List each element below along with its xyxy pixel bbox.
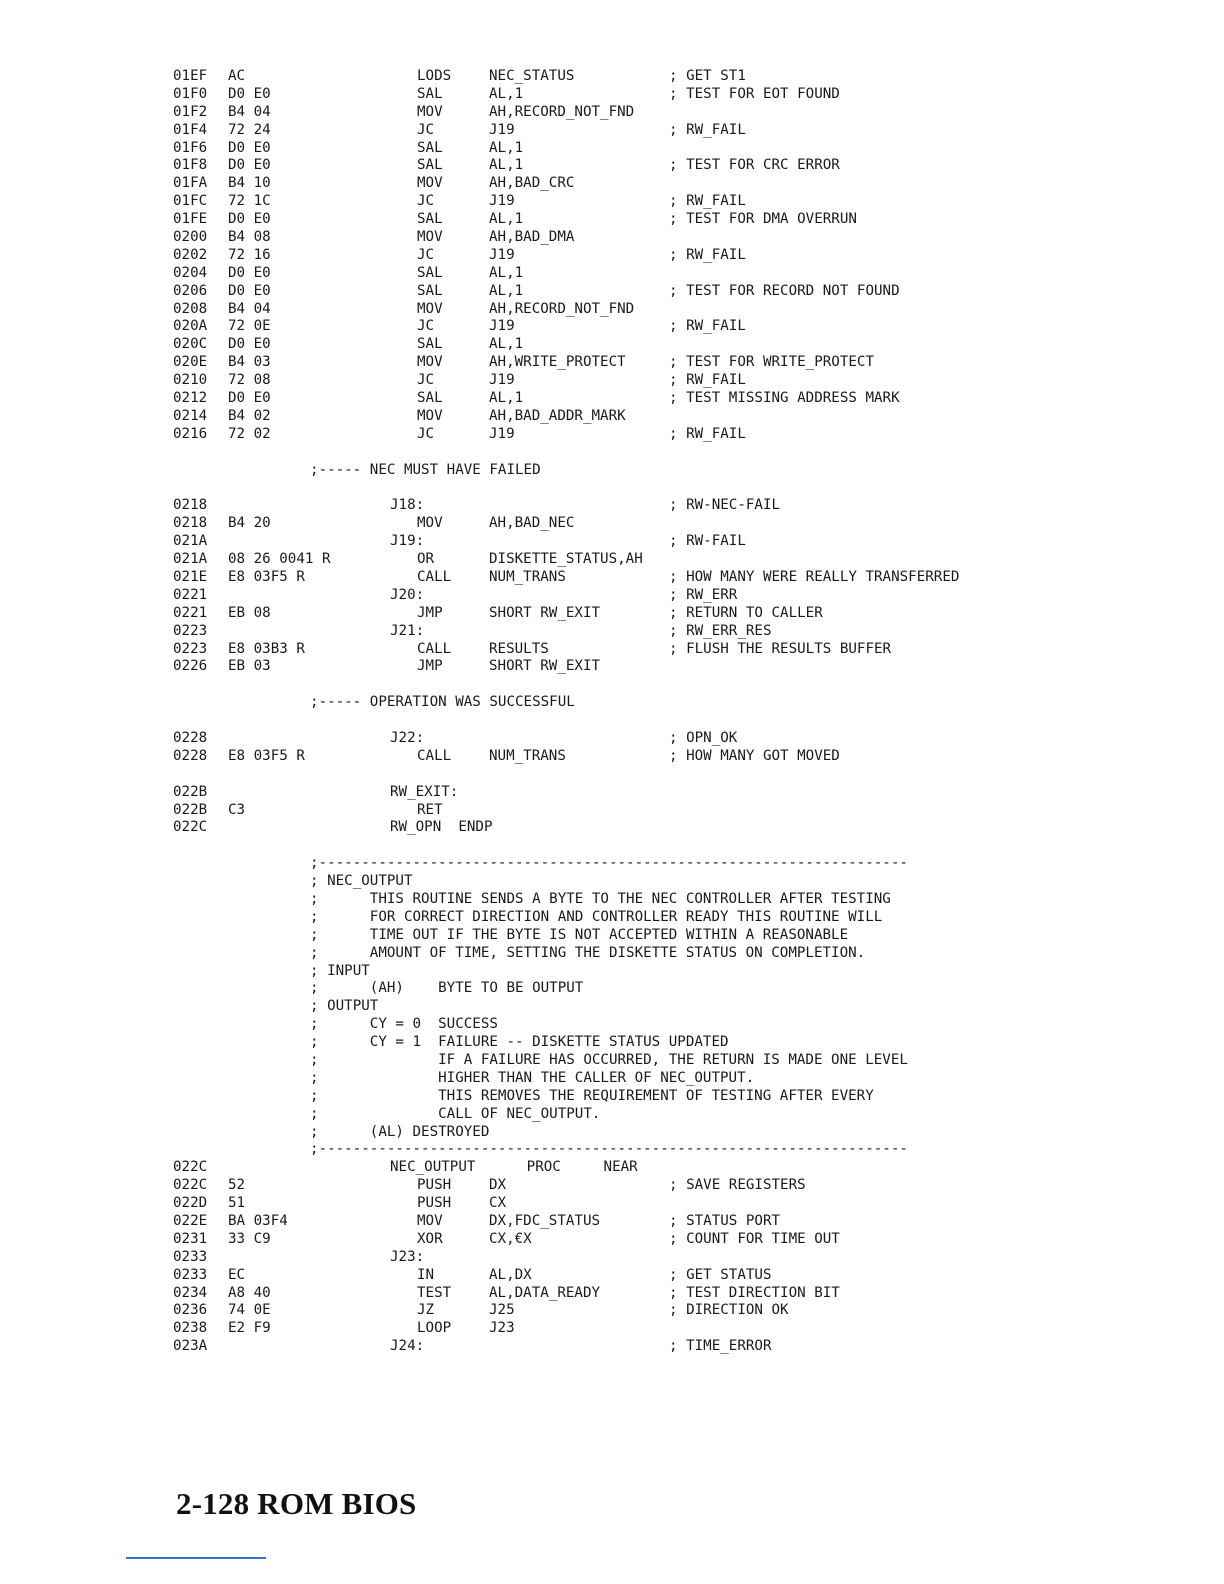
- line-address: 022C: [173, 819, 208, 836]
- line-opcode: MOV: [417, 103, 443, 120]
- line-opcode: IN: [417, 1266, 435, 1283]
- line-opcode: LOOP: [417, 1320, 452, 1337]
- listing-line: [0, 1267, 1224, 1285]
- line-object-code: EB 03: [228, 658, 271, 675]
- listing-line: [0, 909, 1224, 927]
- line-object-code: AC: [228, 68, 246, 84]
- line-operand: CX: [489, 1195, 507, 1212]
- line-address: 022C: [173, 1177, 208, 1194]
- listing-line: [0, 623, 1224, 641]
- line-comment: ; RW-FAIL: [669, 533, 746, 550]
- block-comment: ; CALL OF NEC_OUTPUT.: [310, 1105, 601, 1122]
- block-comment: ;----- NEC MUST HAVE FAILED: [310, 461, 541, 478]
- line-operand: AL,DX: [489, 1266, 532, 1283]
- line-operand: AL,1: [489, 211, 524, 228]
- line-comment: ; RW_FAIL: [669, 121, 746, 138]
- line-comment: ; RW_ERR: [669, 586, 738, 603]
- line-operand: AL,1: [489, 85, 524, 102]
- listing-line: [0, 1249, 1224, 1267]
- listing-line: [0, 730, 1224, 748]
- line-operand: AL,DATA_READY: [489, 1284, 601, 1301]
- line-object-code: E8 03B3 R: [228, 640, 305, 657]
- line-comment: ; RW_FAIL: [669, 246, 746, 263]
- line-opcode: SAL: [417, 211, 443, 228]
- line-address: 020E: [173, 354, 208, 371]
- line-object-code: D0 E0: [228, 336, 271, 353]
- listing-line: [0, 605, 1224, 623]
- line-address: 022B: [173, 783, 208, 800]
- line-address: 0223: [173, 622, 208, 639]
- listing-line: [0, 336, 1224, 354]
- listing-line: [0, 1070, 1224, 1088]
- listing-line: [0, 927, 1224, 945]
- line-operand: AL,1: [489, 157, 524, 174]
- line-address: 021A: [173, 533, 208, 550]
- line-comment: ; GET ST1: [669, 68, 746, 84]
- listing-line: [0, 1302, 1224, 1320]
- line-address: 0221: [173, 604, 208, 621]
- listing-line: [0, 569, 1224, 587]
- blank-line: [0, 837, 1224, 855]
- line-operand: J23: [489, 1320, 515, 1337]
- listing-line: [0, 784, 1224, 802]
- listing-line: [0, 372, 1224, 390]
- line-object-code: D0 E0: [228, 282, 271, 299]
- line-object-code: 74 0E: [228, 1302, 271, 1319]
- line-opcode: MOV: [417, 515, 443, 532]
- line-object-code: 33 C9: [228, 1230, 271, 1247]
- line-address: 0228: [173, 747, 208, 764]
- line-object-code: EC: [228, 1266, 246, 1283]
- listing-line: [0, 658, 1224, 676]
- line-address: 0236: [173, 1302, 208, 1319]
- line-label: J24:: [390, 1338, 425, 1355]
- listing-line: [0, 748, 1224, 766]
- listing-line: [0, 157, 1224, 175]
- line-opcode: TEST: [417, 1284, 452, 1301]
- listing-line: [0, 283, 1224, 301]
- line-address: 0216: [173, 425, 208, 442]
- line-address: 0218: [173, 515, 208, 532]
- line-address: 022C: [173, 1159, 208, 1176]
- line-object-code: B4 08: [228, 229, 271, 246]
- listing-line: [0, 1106, 1224, 1124]
- line-operand: AL,1: [489, 336, 524, 353]
- block-comment: ; IF A FAILURE HAS OCCURRED, THE RETURN IS MADE ONE LEVEL: [310, 1051, 908, 1068]
- blank-line: [0, 712, 1224, 730]
- listing-line: [0, 390, 1224, 408]
- line-object-code: 72 1C: [228, 193, 271, 210]
- block-comment: ; AMOUNT OF TIME, SETTING THE DISKETTE STATUS ON COMPLETION.: [310, 944, 866, 961]
- line-operand: J19: [489, 121, 515, 138]
- listing-line: [0, 1320, 1224, 1338]
- line-opcode: SAL: [417, 390, 443, 407]
- block-comment: ; (AL) DESTROYED: [310, 1123, 490, 1140]
- line-address: 0238: [173, 1320, 208, 1337]
- listing-line: [0, 104, 1224, 122]
- line-address: 01FA: [173, 175, 208, 192]
- line-opcode: XOR: [417, 1230, 443, 1247]
- line-address: 022E: [173, 1213, 208, 1229]
- line-operand: NEC_STATUS: [489, 68, 575, 84]
- listing-line: [0, 408, 1224, 426]
- line-comment: ; TEST MISSING ADDRESS MARK: [669, 390, 900, 407]
- line-operand: J19: [489, 318, 515, 335]
- listing-line: [0, 354, 1224, 372]
- blank-line: [0, 766, 1224, 784]
- listing-line: [0, 515, 1224, 533]
- block-comment: ;---------------------------------------------------------------------: [310, 1141, 908, 1158]
- listing-line: [0, 175, 1224, 193]
- line-object-code: B4 04: [228, 103, 271, 120]
- line-address: 020C: [173, 336, 208, 353]
- line-label: RW_EXIT:: [390, 783, 459, 800]
- line-comment: ; TEST FOR DMA OVERRUN: [669, 211, 857, 228]
- listing-line: [0, 1052, 1224, 1070]
- line-opcode: CALL: [417, 640, 452, 657]
- line-operand: NUM_TRANS: [489, 568, 566, 585]
- line-operand: DISKETTE_STATUS,AH: [489, 551, 643, 568]
- line-comment: ; TEST FOR CRC ERROR: [669, 157, 840, 174]
- line-opcode: CALL: [417, 568, 452, 585]
- listing-line: [0, 641, 1224, 659]
- line-address: 0200: [173, 229, 208, 246]
- line-opcode: JC: [417, 425, 435, 442]
- line-opcode: MOV: [417, 300, 443, 317]
- line-label: NEC_OUTPUT PROC NEAR: [390, 1159, 638, 1176]
- listing-line: [0, 1231, 1224, 1249]
- listing-line: [0, 1088, 1224, 1106]
- line-address: 022B: [173, 801, 208, 818]
- line-comment: ; RETURN TO CALLER: [669, 604, 823, 621]
- line-opcode: JC: [417, 372, 435, 389]
- line-label: J23:: [390, 1248, 425, 1265]
- line-address: 0206: [173, 282, 208, 299]
- listing-line: [0, 963, 1224, 981]
- line-address: 0231: [173, 1230, 208, 1247]
- line-address: 01F8: [173, 157, 208, 174]
- line-comment: ; HOW MANY WERE REALLY TRANSFERRED: [669, 568, 960, 585]
- line-opcode: PUSH: [417, 1177, 452, 1194]
- line-opcode: JZ: [417, 1302, 435, 1319]
- line-operand: AL,1: [489, 264, 524, 281]
- block-comment: ; THIS REMOVES THE REQUIREMENT OF TESTING AFTER EVERY: [310, 1087, 874, 1104]
- line-opcode: MOV: [417, 229, 443, 246]
- line-address: 01F4: [173, 121, 208, 138]
- line-operand: AL,1: [489, 282, 524, 299]
- listing-line: [0, 140, 1224, 158]
- listing-line: [0, 426, 1224, 444]
- line-comment: ; RW_FAIL: [669, 425, 746, 442]
- line-operand: SHORT RW_EXIT: [489, 658, 601, 675]
- line-opcode: SAL: [417, 264, 443, 281]
- line-address: 021E: [173, 568, 208, 585]
- line-opcode: JC: [417, 193, 435, 210]
- line-comment: ; DIRECTION OK: [669, 1302, 789, 1319]
- block-comment: ; FOR CORRECT DIRECTION AND CONTROLLER READY THIS ROUTINE WILL: [310, 908, 883, 925]
- line-operand: CX,€X: [489, 1230, 532, 1247]
- line-comment: ; TEST FOR RECORD NOT FOUND: [669, 282, 900, 299]
- line-address: 0234: [173, 1284, 208, 1301]
- code-listing: [0, 68, 1224, 1356]
- line-address: 01EF: [173, 68, 208, 84]
- line-opcode: SAL: [417, 282, 443, 299]
- listing-line: [0, 873, 1224, 891]
- line-object-code: 51: [228, 1195, 246, 1212]
- line-object-code: B4 10: [228, 175, 271, 192]
- listing-line: [0, 980, 1224, 998]
- blank-line: [0, 444, 1224, 462]
- line-operand: J25: [489, 1302, 515, 1319]
- line-comment: ; RW_FAIL: [669, 193, 746, 210]
- line-address: 020A: [173, 318, 208, 335]
- line-address: 0223: [173, 640, 208, 657]
- listing-line: [0, 193, 1224, 211]
- listing-line: [0, 1159, 1224, 1177]
- page-footer: 2-128 ROM BIOS: [176, 1486, 417, 1521]
- line-comment: ; RW_ERR_RES: [669, 622, 772, 639]
- line-comment: ; STATUS PORT: [669, 1213, 781, 1229]
- line-opcode: SAL: [417, 85, 443, 102]
- line-object-code: 72 16: [228, 246, 271, 263]
- line-object-code: D0 E0: [228, 211, 271, 228]
- line-object-code: 72 02: [228, 425, 271, 442]
- line-object-code: B4 20: [228, 515, 271, 532]
- line-comment: ; GET STATUS: [669, 1266, 772, 1283]
- line-operand: DX,FDC_STATUS: [489, 1213, 601, 1229]
- line-opcode: MOV: [417, 407, 443, 424]
- listing-line: [0, 1213, 1224, 1231]
- listing-line: [0, 1016, 1224, 1034]
- line-object-code: BA 03F4: [228, 1213, 288, 1229]
- line-object-code: D0 E0: [228, 139, 271, 156]
- block-comment: ; NEC_OUTPUT: [310, 873, 413, 890]
- line-address: 0233: [173, 1266, 208, 1283]
- line-operand: AL,1: [489, 139, 524, 156]
- line-comment: ; TEST FOR EOT FOUND: [669, 85, 840, 102]
- line-opcode: JMP: [417, 658, 443, 675]
- listing-line: [0, 497, 1224, 515]
- blank-line: [0, 479, 1224, 497]
- line-address: 01F6: [173, 139, 208, 156]
- listing-line: [0, 462, 1224, 480]
- line-comment: ; TIME_ERROR: [669, 1338, 772, 1355]
- line-comment: ; TEST DIRECTION BIT: [669, 1284, 840, 1301]
- line-opcode: JC: [417, 121, 435, 138]
- block-comment: ; OUTPUT: [310, 998, 379, 1015]
- line-opcode: RET: [417, 801, 443, 818]
- block-comment: ; (AH) BYTE TO BE OUTPUT: [310, 980, 584, 997]
- line-operand: NUM_TRANS: [489, 747, 566, 764]
- line-object-code: 72 0E: [228, 318, 271, 335]
- listing-line: [0, 533, 1224, 551]
- line-object-code: D0 E0: [228, 85, 271, 102]
- line-opcode: MOV: [417, 354, 443, 371]
- listing-line: [0, 1285, 1224, 1303]
- line-object-code: B4 04: [228, 300, 271, 317]
- line-label: J22:: [390, 729, 425, 746]
- block-comment: ;----- OPERATION WAS SUCCESSFUL: [310, 694, 575, 711]
- line-comment: ; COUNT FOR TIME OUT: [669, 1230, 840, 1247]
- listing-line: [0, 318, 1224, 336]
- line-opcode: PUSH: [417, 1195, 452, 1212]
- line-object-code: 08 26 0041 R: [228, 551, 331, 568]
- listing-line: [0, 819, 1224, 837]
- block-comment: ; CY = 1 FAILURE -- DISKETTE STATUS UPDATED: [310, 1034, 729, 1051]
- listing-line: [0, 265, 1224, 283]
- listing-line: [0, 855, 1224, 873]
- line-address: 0210: [173, 372, 208, 389]
- line-opcode: SAL: [417, 336, 443, 353]
- listing-line: [0, 211, 1224, 229]
- line-operand: AH,BAD_CRC: [489, 175, 575, 192]
- listing-line: [0, 229, 1224, 247]
- line-operand: J19: [489, 193, 515, 210]
- line-address: 0208: [173, 300, 208, 317]
- line-operand: AH,WRITE_PROTECT: [489, 354, 626, 371]
- line-address: 0221: [173, 586, 208, 603]
- line-label: RW_OPN ENDP: [390, 819, 493, 836]
- line-address: 023A: [173, 1338, 208, 1355]
- line-comment: ; RW_FAIL: [669, 372, 746, 389]
- block-comment: ; INPUT: [310, 962, 370, 979]
- line-operand: RESULTS: [489, 640, 549, 657]
- listing-line: [0, 891, 1224, 909]
- line-operand: AH,BAD_ADDR_MARK: [489, 407, 626, 424]
- line-operand: J19: [489, 372, 515, 389]
- line-address: 0228: [173, 729, 208, 746]
- line-opcode: LODS: [417, 68, 452, 84]
- listing-line: [0, 587, 1224, 605]
- listing-line: [0, 86, 1224, 104]
- line-label: J19:: [390, 533, 425, 550]
- listing-line: [0, 945, 1224, 963]
- line-object-code: E8 03F5 R: [228, 568, 305, 585]
- line-object-code: B4 02: [228, 407, 271, 424]
- line-operand: AH,BAD_NEC: [489, 515, 575, 532]
- blank-line: [0, 676, 1224, 694]
- listing-line: [0, 1141, 1224, 1159]
- line-object-code: C3: [228, 801, 246, 818]
- listing-line: [0, 551, 1224, 569]
- block-comment: ; TIME OUT IF THE BYTE IS NOT ACCEPTED WITHIN A REASONABLE: [310, 926, 849, 943]
- line-address: 0204: [173, 264, 208, 281]
- block-comment: ; THIS ROUTINE SENDS A BYTE TO THE NEC CONTROLLER AFTER TESTING: [310, 890, 891, 907]
- line-operand: DX: [489, 1177, 507, 1194]
- line-address: 021A: [173, 551, 208, 568]
- line-address: 01F0: [173, 85, 208, 102]
- line-object-code: 52: [228, 1177, 246, 1194]
- block-comment: ;---------------------------------------------------------------------: [310, 855, 908, 872]
- line-label: J20:: [390, 586, 425, 603]
- listing-line: [0, 694, 1224, 712]
- line-comment: ; FLUSH THE RESULTS BUFFER: [669, 640, 892, 657]
- line-comment: ; TEST FOR WRITE_PROTECT: [669, 354, 874, 371]
- line-comment: ; HOW MANY GOT MOVED: [669, 747, 840, 764]
- line-address: 01F2: [173, 103, 208, 120]
- line-comment: ; SAVE REGISTERS: [669, 1177, 806, 1194]
- listing-line: [0, 1034, 1224, 1052]
- line-comment: ; RW_FAIL: [669, 318, 746, 335]
- listing-line: [0, 122, 1224, 140]
- line-object-code: 72 24: [228, 121, 271, 138]
- listing-line: [0, 998, 1224, 1016]
- line-label: J21:: [390, 622, 425, 639]
- line-opcode: JC: [417, 246, 435, 263]
- line-object-code: 72 08: [228, 372, 271, 389]
- listing-line: [0, 802, 1224, 820]
- line-operand: J19: [489, 425, 515, 442]
- listing-line: [0, 1195, 1224, 1213]
- line-operand: SHORT RW_EXIT: [489, 604, 601, 621]
- listing-line: [0, 1124, 1224, 1142]
- line-opcode: JMP: [417, 604, 443, 621]
- line-object-code: E8 03F5 R: [228, 747, 305, 764]
- listing-line: [0, 1177, 1224, 1195]
- line-address: 01FE: [173, 211, 208, 228]
- line-address: 0233: [173, 1248, 208, 1265]
- line-address: 01FC: [173, 193, 208, 210]
- line-opcode: CALL: [417, 747, 452, 764]
- line-object-code: A8 40: [228, 1284, 271, 1301]
- line-address: 0226: [173, 658, 208, 675]
- line-operand: AH,RECORD_NOT_FND: [489, 300, 635, 317]
- listing-line: [0, 301, 1224, 319]
- block-comment: ; CY = 0 SUCCESS: [310, 1016, 498, 1033]
- line-object-code: E2 F9: [228, 1320, 271, 1337]
- listing-line: [0, 247, 1224, 265]
- line-operand: J19: [489, 246, 515, 263]
- line-address: 0202: [173, 246, 208, 263]
- line-address: 0218: [173, 497, 208, 514]
- line-opcode: SAL: [417, 157, 443, 174]
- listing-line: [0, 1338, 1224, 1356]
- line-operand: AH,BAD_DMA: [489, 229, 575, 246]
- block-comment: ; HIGHER THAN THE CALLER OF NEC_OUTPUT.: [310, 1069, 755, 1086]
- line-object-code: D0 E0: [228, 157, 271, 174]
- line-opcode: JC: [417, 318, 435, 335]
- line-object-code: D0 E0: [228, 390, 271, 407]
- listing-line: [0, 68, 1224, 86]
- line-opcode: OR: [417, 551, 435, 568]
- footer-rule: [126, 1557, 266, 1559]
- line-object-code: EB 08: [228, 604, 271, 621]
- line-operand: AH,RECORD_NOT_FND: [489, 103, 635, 120]
- line-address: 0212: [173, 390, 208, 407]
- line-operand: AL,1: [489, 390, 524, 407]
- line-opcode: SAL: [417, 139, 443, 156]
- line-opcode: MOV: [417, 175, 443, 192]
- line-opcode: MOV: [417, 1213, 443, 1229]
- line-object-code: B4 03: [228, 354, 271, 371]
- line-comment: ; RW-NEC-FAIL: [669, 497, 781, 514]
- line-address: 022D: [173, 1195, 208, 1212]
- line-address: 0214: [173, 407, 208, 424]
- line-object-code: D0 E0: [228, 264, 271, 281]
- line-comment: ; OPN_OK: [669, 729, 738, 746]
- line-label: J18:: [390, 497, 425, 514]
